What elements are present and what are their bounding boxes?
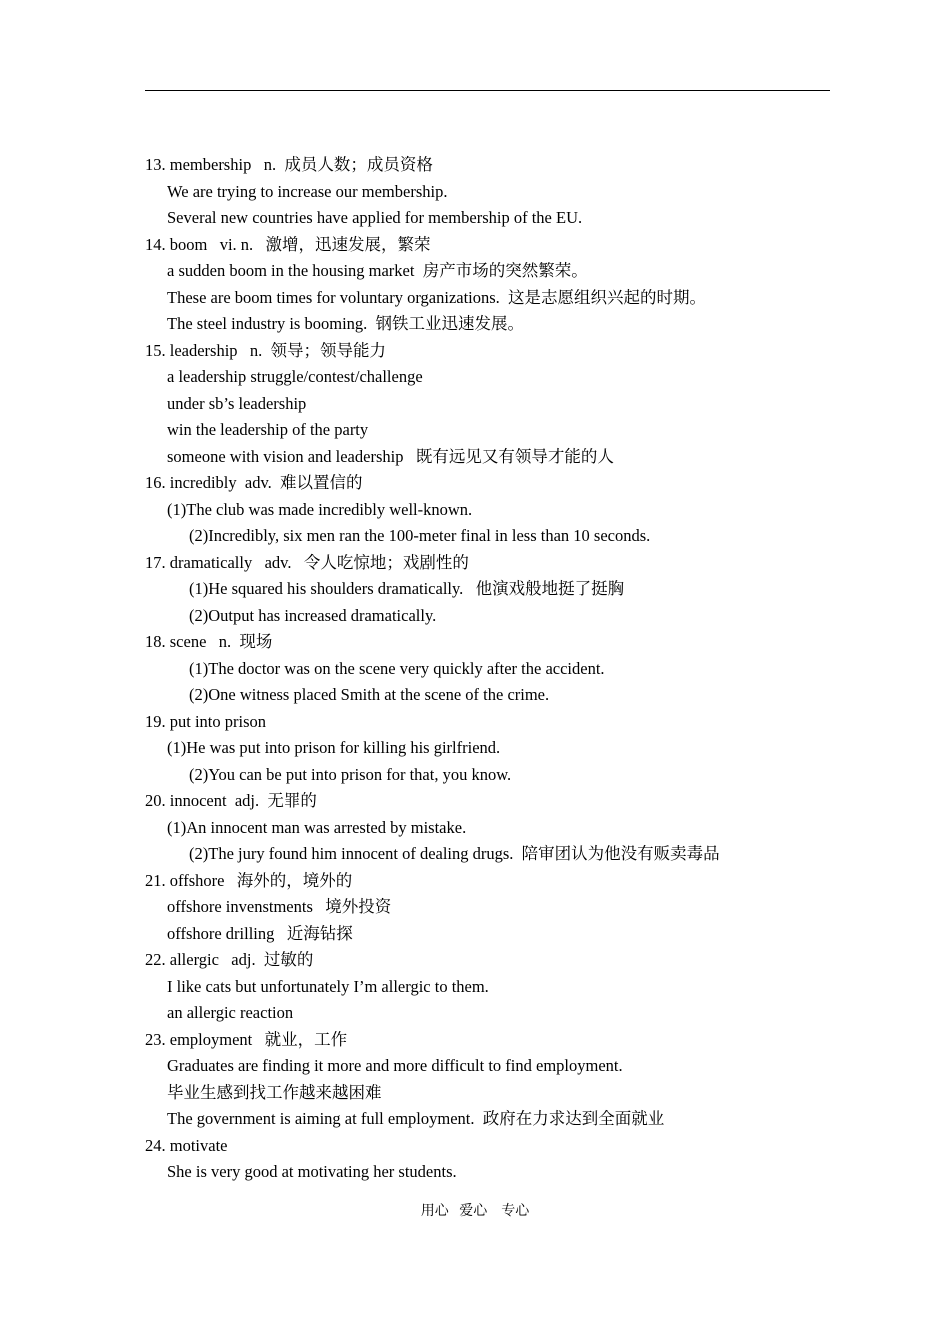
entry-example: Graduates are finding it more and more difficult to find employment. (167, 1056, 623, 1075)
entry-example: These are boom times for voluntary organizations. 这是志愿组织兴起的时期。 (167, 287, 707, 307)
page-footer: 用心 爱心 专心 (420, 1204, 530, 1219)
entry-example: (1)The club was made incredibly well-known. (167, 499, 473, 519)
entry-example: offshore drilling 近海钻探 (167, 923, 353, 943)
entry-example: a sudden boom in the housing market 房产市场的突然繁荣。 (167, 261, 588, 280)
entry-example: The steel industry is booming. 钢铁工业迅速发展。 (167, 314, 525, 333)
entry-headword: 15. leadership n. 领导；领导能力 (145, 340, 387, 360)
entry-example: 毕业生感到找工作越来越困难 (167, 1082, 382, 1102)
entry-example: (1)The doctor was on the scene very quickly after the accident. (189, 658, 605, 678)
entry-example: (1)He was put into prison for killing his girlfriend. (167, 738, 501, 757)
entry-example: (1)An innocent man was arrested by mistake. (167, 817, 467, 837)
entry-example: (2)The jury found him innocent of dealing drugs. 陪审团认为他没有贩卖毒品 (189, 844, 720, 863)
entry-example: a leadership struggle/contest/challenge (167, 367, 423, 386)
entry-example: (2)You can be put into prison for that, you know. (189, 764, 512, 784)
entry-example: (2)Incredibly, six men ran the 100-meter final in less than 10 seconds. (189, 526, 651, 545)
header-rule (145, 90, 830, 91)
entry-example: under sb’s leadership (167, 393, 307, 413)
entry-example: (2)Output has increased dramatically. (189, 605, 437, 625)
entry-example: offshore invenstments 境外投资 (167, 897, 392, 916)
entry-example: (2)One witness placed Smith at the scene of the crime. (189, 685, 550, 704)
entry-headword: 16. incredibly adv. 难以置信的 (145, 473, 363, 492)
entry-example: (1)He squared his shoulders dramatically. 他演戏般地挺了挺胸 (189, 579, 625, 598)
entry-headword: 17. dramatically adv. 令人吃惊地；戏剧性的 (145, 552, 469, 572)
entry-example: She is very good at motivating her students. (167, 1162, 457, 1181)
entry-example: an allergic reaction (167, 1003, 294, 1022)
entry-headword: 19. put into prison (145, 711, 267, 731)
entry-headword: 13. membership n. 成员人数；成员资格 (145, 155, 433, 174)
entry-headword: 20. innocent adj. 无罪的 (145, 791, 317, 810)
entry-headword: 21. offshore 海外的，境外的 (145, 870, 353, 890)
entry-example: I like cats but unfortunately I’m allergic to them. (167, 976, 489, 996)
entry-headword: 22. allergic adj. 过敏的 (145, 950, 314, 969)
entry-headword: 23. employment 就业，工作 (145, 1029, 348, 1049)
vocabulary-list (145, 152, 845, 1186)
entry-example: We are trying to increase our membership. (167, 181, 448, 201)
entry-headword: 14. boom vi. n. 激增，迅速发展，繁荣 (145, 234, 431, 254)
entry-example: Several new countries have applied for membership of the EU. (167, 208, 583, 227)
entry-example: The government is aiming at full employment. 政府在力求达到全面就业 (167, 1109, 665, 1128)
entry-example: win the leadership of the party (167, 420, 369, 439)
entry-headword: 24. motivate (145, 1135, 228, 1155)
entry-headword: 18. scene n. 现场 (145, 632, 273, 651)
entry-example: someone with vision and leadership 既有远见又有领导才能的人 (167, 446, 614, 466)
